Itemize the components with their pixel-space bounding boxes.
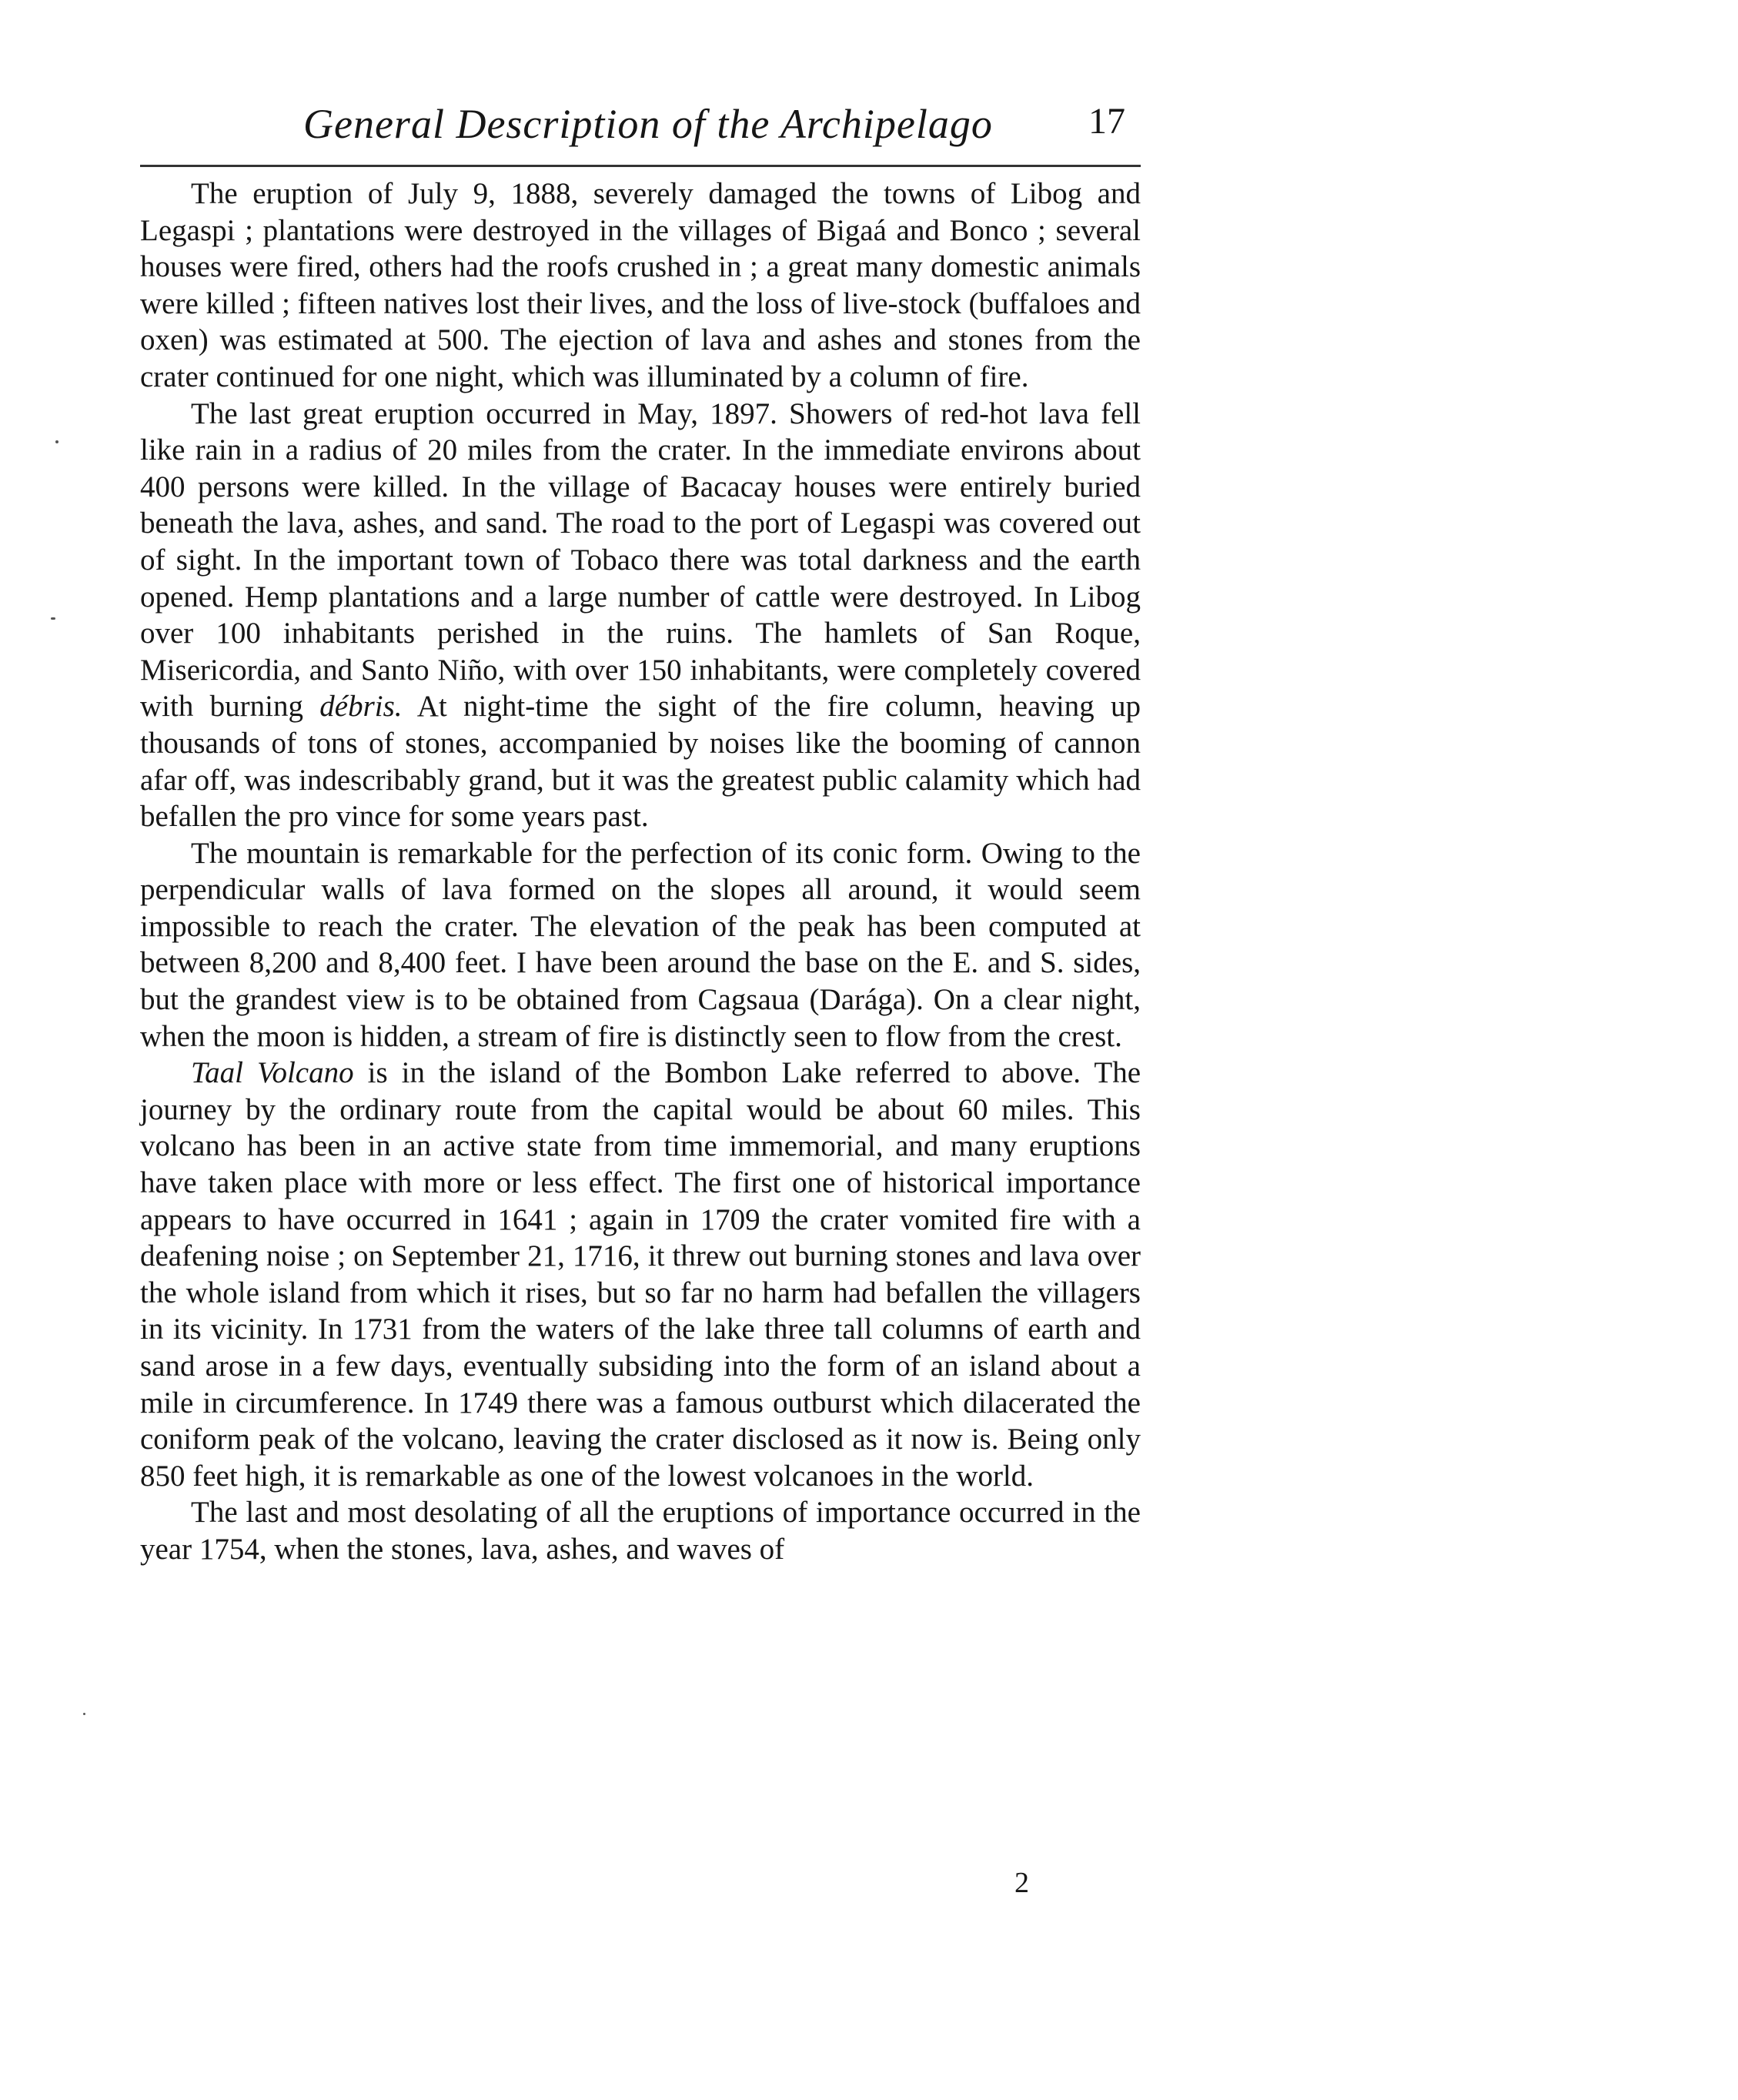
text-run: The mountain is remarkable for the perfection of its conic form. Owing to the perpendicular walls of lava formed on the slopes all around, it would seem impossible to reach the crater. The elevation of the peak has been computed at between 8,200 and 8,400 feet. I have been around the base on the E. and S. sides, but the grandest view is to be obtained from Cagsaua (Darága). On a clear night, when the moon is hidden, a stream of fire is distinctly seen to flow from the crest. — [140, 836, 1141, 1053]
text-run: The last great eruption occurred in May, 1897. Showers of red-hot lava fell like rain in a radius of 20 miles from the crater. In the immediate environs about 400 persons were killed. In the village of Bacacay houses were entirely buried beneath the lava, ashes, and sand. The road to the port of Legaspi was covered out of sight. In the important town of Tobaco there was total darkness and the earth opened. Hemp plantations and a large number of cattle were destroyed. In Libog over 100 inhabitants perished in the ruins. The hamlets of San Roque, Misericordia, and Santo Niño, with over 150 inhabitants, were completely covered with burning — [140, 396, 1141, 724]
italic-phrase: Taal Volcano — [191, 1056, 354, 1090]
page-number: 17 — [1088, 101, 1125, 142]
running-title: General Description of the Archipelago — [303, 101, 993, 147]
italic-phrase: débris. — [319, 690, 403, 724]
text-run: The last and most desolating of all the eruptions of importance occurred in the year 1754, when the stones, lava, ashes, and waves of — [140, 1496, 1141, 1566]
text-run: At night-time the sight of the fire column, heaving up thousands of tons of stones, accompanied by noises like the booming of cannon afar off, was indescribably grand, but it was the greatest public calamity which had befallen the pro​ vince for some years past. — [140, 690, 1141, 834]
scan-speck — [83, 1713, 85, 1715]
running-head — [140, 99, 1141, 152]
paragraph — [140, 176, 1141, 396]
paragraph — [140, 396, 1141, 835]
text-run: is in the island of the Bombon Lake referred to above. The journey by the ordinary route from the capital would be about 60 miles. This volcano has been in an active state from time immemorial, and many eruptions have taken place with more or less effect. The first one of historical importance appears to have occurred in 1641 ; again in 1709 the crater vomited fire with a deafening noise ; on September 21, 1716, it threw out burning stones and lava over the whole island from which it rises, but so far no harm had befallen the villagers in its vicinity. In 1731 from the waters of the lake three tall columns of earth and sand arose in a few days, eventually subsiding into the form of an island about a mile in circumference. In 1749 there was a famous outburst which dilacerated the coniform peak of the volcano, leaving the crater disclosed as it now is. Being only 850 feet high, it is remarkable as one of the lowest volcanoes in the world. — [140, 1056, 1141, 1493]
signature-mark: 2 — [1014, 1867, 1029, 1899]
scan-speck — [55, 440, 58, 443]
text-run: The eruption of July 9, 1888, severely damaged the towns of Libog and Legaspi ; plantations were destroyed in the villages of Bigaá and Bonco ; several houses were fired, others had the roofs crushed in ; a great many domestic animals were killed ; fifteen natives lost their lives, and the loss of live-stock (buffaloes and oxen) was estimated at 500. The ejection of lava and ashes and stones from the crater continued for one night, which was illuminated by a column of fire. — [140, 177, 1141, 393]
body-text — [140, 176, 1141, 1568]
scan-speck — [51, 617, 55, 620]
paragraph — [140, 1055, 1141, 1494]
paragraph — [140, 835, 1141, 1055]
header-rule — [140, 165, 1141, 167]
paragraph — [140, 1494, 1141, 1567]
